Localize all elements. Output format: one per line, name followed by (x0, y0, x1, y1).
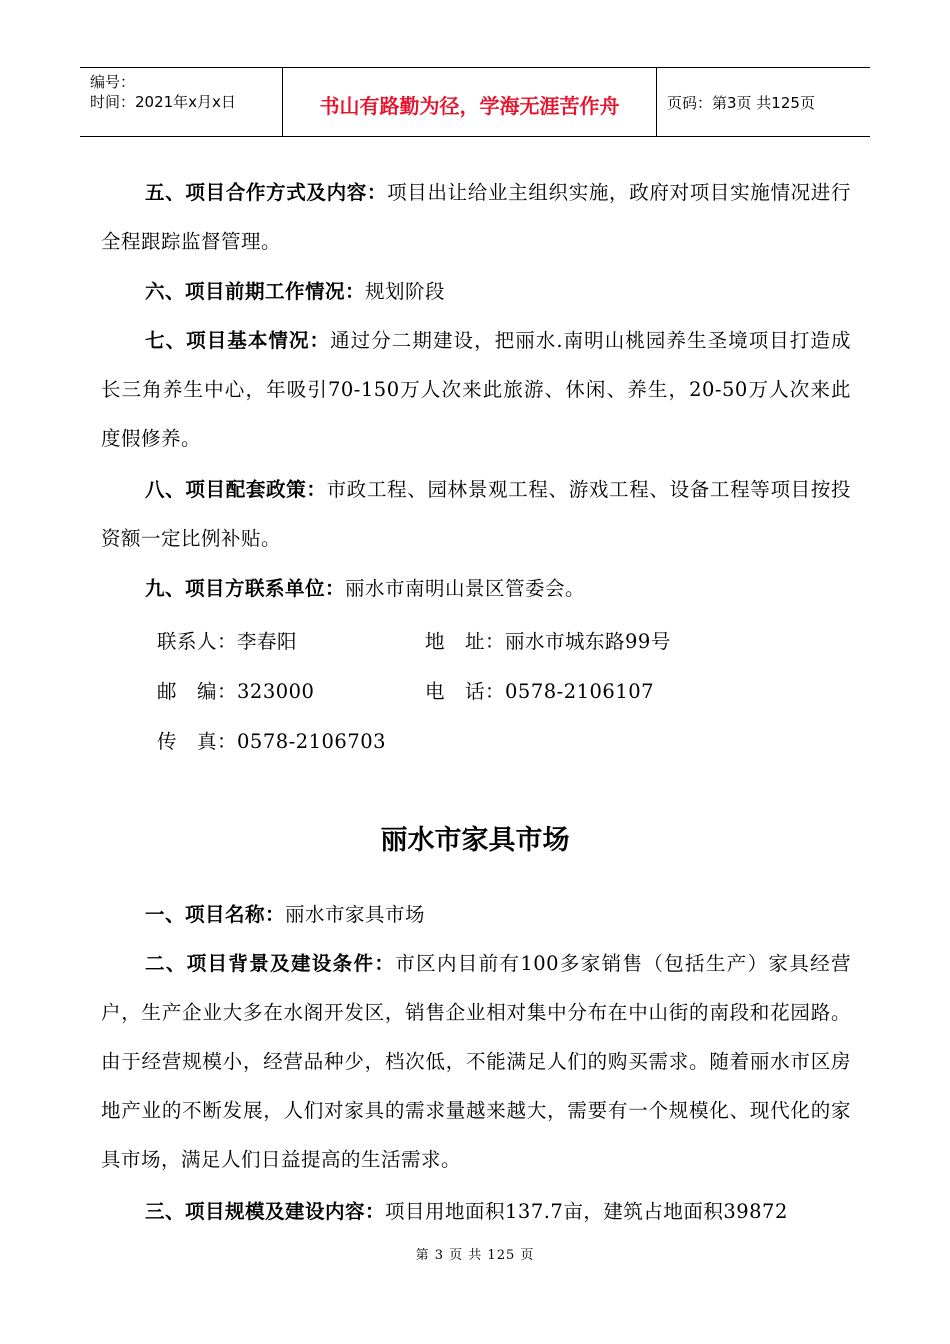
contact-person: 联系人：李春阳 (157, 630, 298, 653)
section-lead: 二、项目背景及建设条件： (145, 952, 396, 975)
section-lead: 三、项目规模及建设内容： (145, 1200, 386, 1223)
project-title: 丽水市家具市场 (380, 825, 570, 856)
section-lead: 九、项目方联系单位： (145, 577, 346, 600)
header-meta (80, 68, 283, 136)
contact-fax: 传 真：0578-2106703 (157, 730, 387, 753)
section-text: 市政工程、园林景观工程、游戏工程、设备工程等项目按投资额一定比例补贴。 (101, 478, 851, 550)
document-header (80, 67, 870, 137)
section-1 (101, 890, 851, 939)
number-label: 编号： (90, 73, 136, 91)
section-8 (101, 465, 851, 563)
section-5 (101, 168, 851, 266)
section-lead: 七、项目基本情况： (145, 329, 331, 352)
section-text: 项目用地面积137.7亩，建筑占地面积39872 (385, 1200, 788, 1223)
header-page-info: 页码：第3页 共125页 (667, 93, 815, 112)
section-lead: 五、项目合作方式及内容： (145, 181, 388, 204)
section-2 (101, 939, 851, 1184)
section-text: 丽水市南明山景区管委会。 (345, 577, 586, 600)
section-lead: 八、项目配套政策： (145, 478, 327, 501)
section-text: 项目出让给业主组织实施，政府对项目实施情况进行全程跟踪监督管理。 (101, 181, 851, 253)
section-7 (101, 316, 851, 463)
section-lead: 一、项目名称： (145, 903, 286, 926)
section-text: 通过分二期建设，把丽水.南明山桃园养生圣境项目打造成长三角养生中心，年吸引70-150万人次来此旅游、休闲、养生，20-50万人次来此度假修养。 (101, 329, 851, 450)
section-lead: 六、项目前期工作情况： (145, 280, 366, 303)
contact-postcode: 邮 编：323000 (157, 680, 315, 703)
section-text: 丽水市家具市场 (285, 903, 426, 926)
section-text: 规划阶段 (365, 280, 446, 303)
section-6 (101, 267, 851, 316)
header-motto: 书山有路勤为径，学海无涯苦作舟 (283, 68, 657, 136)
time-label: 时间：2021年x月x日 (90, 93, 236, 111)
section-text: 市区内目前有100多家销售（包括生产）家具经营户，生产企业大多在水阁开发区，销售企业相对集中分布在中山街的南段和花园路。由于经营规模小，经营品种少，档次低，不能满足人们的购买需求。随着丽水市区房地产业的不断发展，人们对家具的需求量越来越大，需要有一个规模化、现代化的家具市场，满足人们日益提高的生活需求。 (101, 952, 851, 1171)
section-3 (101, 1187, 851, 1236)
section-9 (101, 564, 851, 613)
contact-phone: 电 话：0578-2106107 (425, 680, 655, 703)
page-footer: 第 3 页 共 125 页 (415, 1248, 535, 1263)
contact-address: 地 址：丽水市城东路99号 (425, 630, 671, 653)
